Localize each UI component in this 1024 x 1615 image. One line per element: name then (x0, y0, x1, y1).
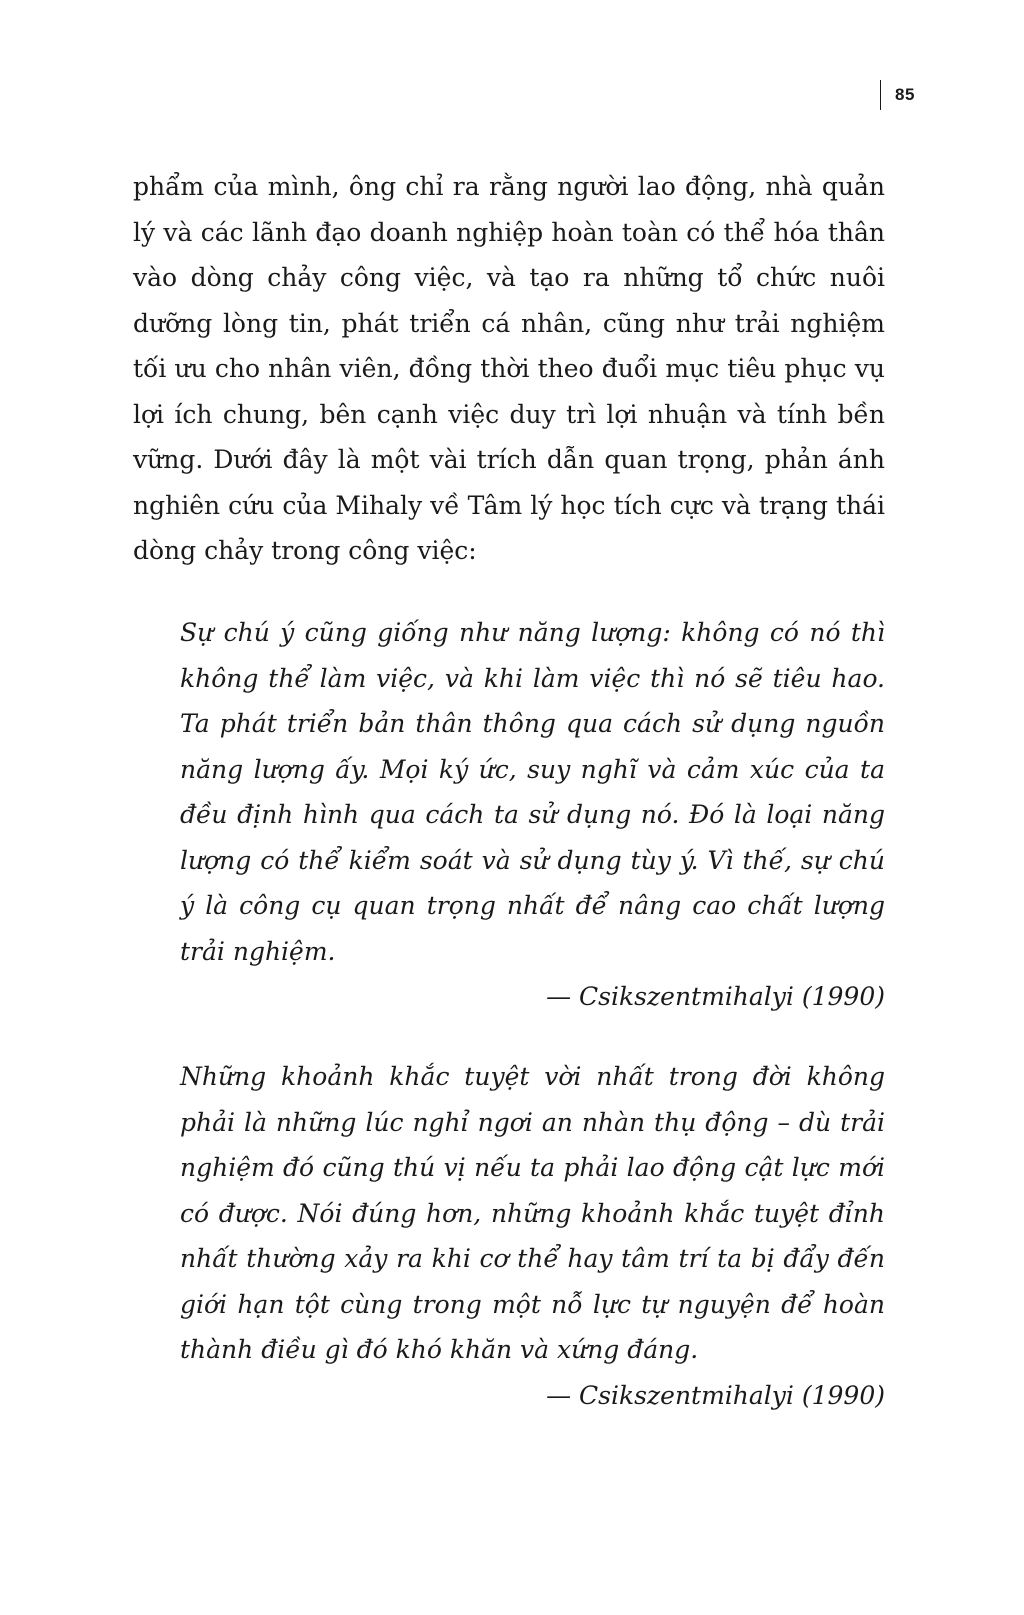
quote-attribution: — Csikszentmihalyi (1990) (546, 982, 885, 1011)
quote-attribution: — Csikszentmihalyi (1990) (546, 1380, 885, 1410)
block-quote-1 (180, 610, 885, 1020)
page-header (880, 80, 915, 110)
quote-text: Sự chú ý cũng giống như năng lượng: không có nó thì không thể làm việc, và khi làm việc thì nó sẽ tiêu hao. Ta phát triển bản thân thông qua cách sử dụng nguồn năng lượng ấy. Mọi ký ức, suy nghĩ và cảm xúc của ta đều định hình qua cách ta sử dụng nó. Đó là loại năng lượng có thể kiểm soát và sử dụng tùy ý. Vì thế, sự chú ý là công cụ quan trọng nhất để nâng cao chất lượng trải nghiệm. (180, 618, 885, 966)
header-divider (880, 80, 881, 110)
page-number: 85 (895, 85, 915, 104)
body-paragraph: phẩm của mình, ông chỉ ra rằng người lao động, nhà quản lý và các lãnh đạo doanh nghiệp hoàn toàn có thể hóa thân vào dòng chảy công việc, và tạo ra những tổ chức nuôi dưỡng lòng tin, phát triển cá nhân, cũng như trải nghiệm tối ưu cho nhân viên, đồng thời theo đuổi mục tiêu phục vụ lợi ích chung, bên cạnh việc duy trì lợi nhuận và tính bền vững. Dưới đây là một vài trích dẫn quan trọng, phản ánh nghiên cứu của Mihaly về Tâm lý học tích cực và trạng thái dòng chảy trong công việc: (133, 172, 885, 565)
quote-text: Những khoảnh khắc tuyệt vời nhất trong đời không phải là những lúc nghỉ ngơi an nhàn thụ động – dù trải nghiệm đó cũng thú vị nếu ta phải lao động cật lực mới có được. Nói đúng hơn, những khoảnh khắc tuyệt đỉnh nhất thường xảy ra khi cơ thể hay tâm trí ta bị đẩy đến giới hạn tột cùng trong một nỗ lực tự nguyện để hoàn thành điều gì đó khó khăn và xứng đáng. (180, 1062, 885, 1364)
block-quote-2 (180, 1054, 885, 1418)
